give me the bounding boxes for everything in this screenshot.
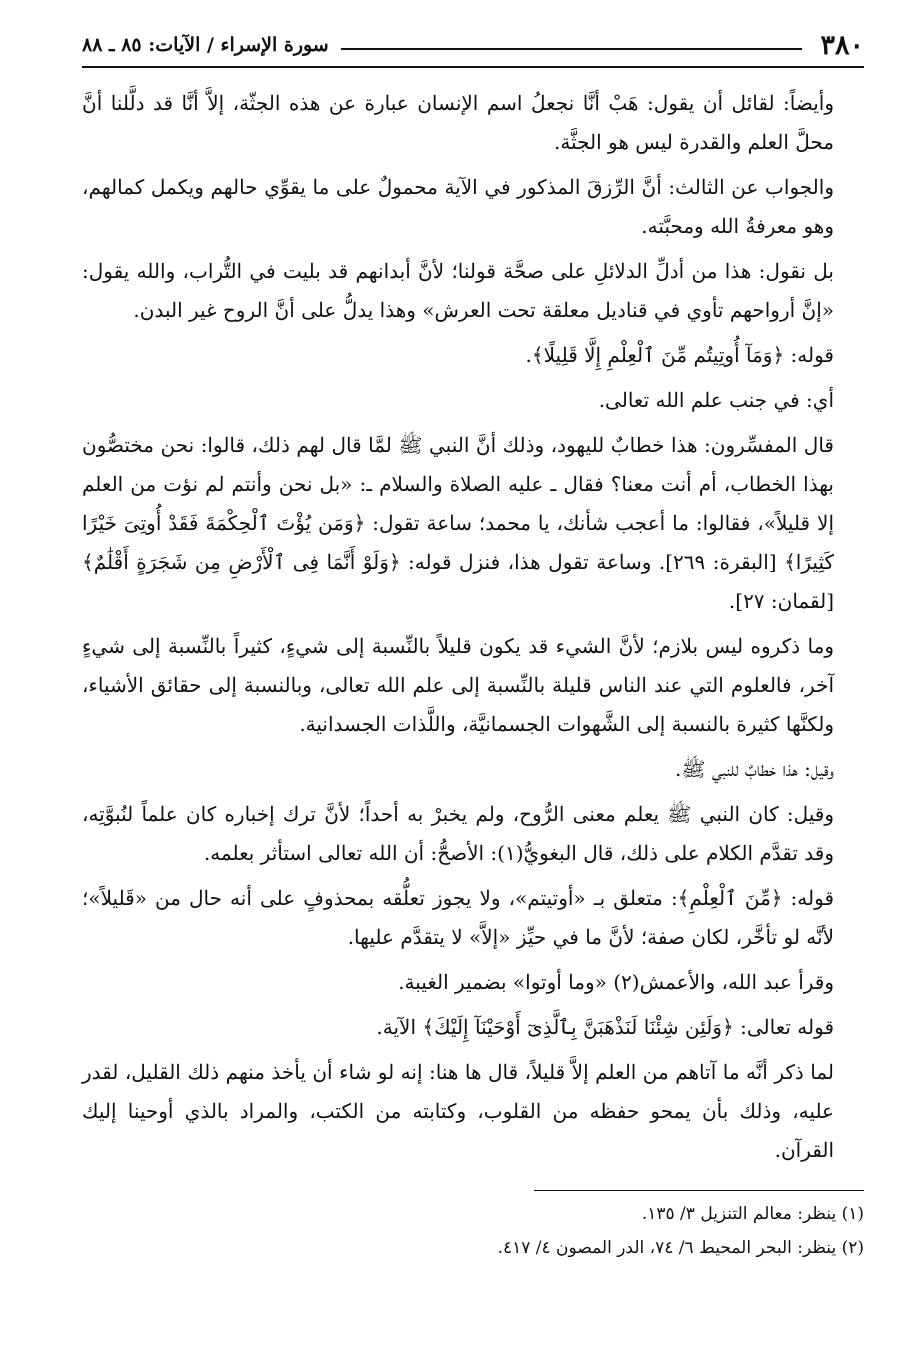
footnote-divider — [534, 1190, 864, 1191]
paragraph: وأيضاً: لقائل أن يقول: هَبْ أنَّا نجعلُ اسم الإنسان عبارة عن هذه الجثّة، إلاَّ أنَّا قد دلَّلنا أنَّ محلَّ العلم والقدرة ليس هو الجثَّة. — [82, 91, 834, 154]
header-rule — [341, 48, 803, 50]
paragraph: قوله تعالى: ﴿وَلَئِن شِئْنَا لَنَذْهَبَنَّ بِٱلَّذِىٓ أَوْحَيْنَآ إِلَيْكَ﴾ الآية. — [376, 1015, 834, 1039]
paragraph: والجواب عن الثالث: أنَّ الرِّزقَ المذكور في الآية محمولٌ على ما يقوِّي حالهم ويكمل كمالهم، وهو معرفةُ الله ومحبَّته. — [82, 175, 834, 238]
document-page — [82, 28, 864, 1265]
paragraph: لما ذكر أنَّه ما آتاهم من العلم إلاَّ قليلاً، قال ها هنا: إنه لو شاء أن يأخذ منهم ذلك القليل، لقدر عليه، وذلك بأن يمحو حفظه من القلوب، وكتابته من الكتب، والمراد بالذي أوحينا إليك القرآن. — [82, 1060, 834, 1162]
paragraph: وما ذكروه ليس بلازم؛ لأنَّ الشيء قد يكون قليلاً بالنِّسبة إلى شيءٍ، كثيراً بالنِّسبة إلى شيءٍ آخر، فالعلوم التي عند الناس قليلة بالنِّسبة إلى علم الله تعالى، وبالنسبة إلى حقائق الأشياء، ولكنَّها كثيرة بالنسبة إلى الشَّهوات الجسمانيَّة، واللَّذات الجسدانية. — [82, 634, 834, 736]
paragraph: قال المفسِّرون: هذا خطابٌ لليهود، وذلك أنَّ النبي ﷺ لمَّا قال لهم ذلك، قالوا: نحن مختصُّون بهذا الخطاب، أم أنت معنا؟ فقال ـ عليه الصلاة والسلام ـ: «بل نحن وأنتم لم نؤت من العلم إلا قليلاً»، فقالوا: ما أعجب شأنك، يا محمد؛ ساعة تقول: ﴿وَمَن يُؤْتَ ٱلْحِكْمَةَ فَقَدْ أُوتِىَ خَيْرًا كَثِيرًا﴾ [البقرة: ٢٦٩]. وساعة تقول هذا، فنزل قوله: ﴿وَلَوْ أَنَّمَا فِى ٱلْأَرْضِ مِن شَجَرَةٍ أَقْلَٰمٌ﴾ [لقمان: ٢٧]. — [82, 433, 834, 613]
paragraph: وقيل: كان النبي ﷺ يعلم معنى الرُّوح، ولم يخبرْ به أحداً؛ لأنَّ ترك إخباره كان علماً لنُبوَّتِه، وقد تقدَّم الكلام على ذلك، قال البغويُّ(١): الأصحُّ: أن الله تعالى استأثر بعلمه. — [82, 802, 834, 865]
page-number: ٣٨٠ — [820, 29, 864, 61]
paragraph: وقرأ عبد الله، والأعمش(٢) «وما أوتوا» بضمير الغيبة. — [398, 970, 834, 994]
paragraph: أي: في جنب علم الله تعالى. — [598, 388, 834, 412]
paragraph: وقيل: هذا خطابٌ للنبي ﷺ. — [674, 757, 834, 781]
page-header — [82, 28, 864, 62]
footnote: (٢) ينظر: البحر المحيط ٦/ ٧٤، الدر المصون ٤/ ٤١٧. — [497, 1238, 864, 1258]
header-divider — [82, 66, 864, 68]
main-text — [82, 84, 864, 1170]
running-title: سورة الإسراء / الآيات: ٨٥ ـ ٨٨ — [82, 34, 329, 56]
footnotes — [82, 1197, 864, 1265]
paragraph: بل نقول: هذا من أدلِّ الدلائلِ على صحَّة قولنا؛ لأنَّ أبدانهم قد بليت في التُّراب، والله يقول: «إنَّ أرواحهم تأوي في قناديل معلقة تحت العرش» وهذا يدلُّ على أنَّ الروح غير البدن. — [82, 259, 834, 322]
footnote: (١) ينظر: معالم التنزيل ٣/ ١٣٥. — [641, 1204, 864, 1224]
paragraph: قوله: ﴿مِّنَ ٱلْعِلْمِ﴾: متعلق بـ «أوتيتم»، ولا يجوز تعلُّقه بمحذوفٍ على أنه حال من «قَليلاً»؛ لأنَّه لو تأخَّر، لكان صفة؛ لأنَّ ما في حيِّز «إلاَّ» لا يتقدَّم عليها. — [82, 886, 834, 949]
paragraph: قوله: ﴿وَمَآ أُوتِيتُم مِّنَ ٱلْعِلْمِ إِلَّا قَلِيلًا﴾. — [525, 343, 834, 367]
